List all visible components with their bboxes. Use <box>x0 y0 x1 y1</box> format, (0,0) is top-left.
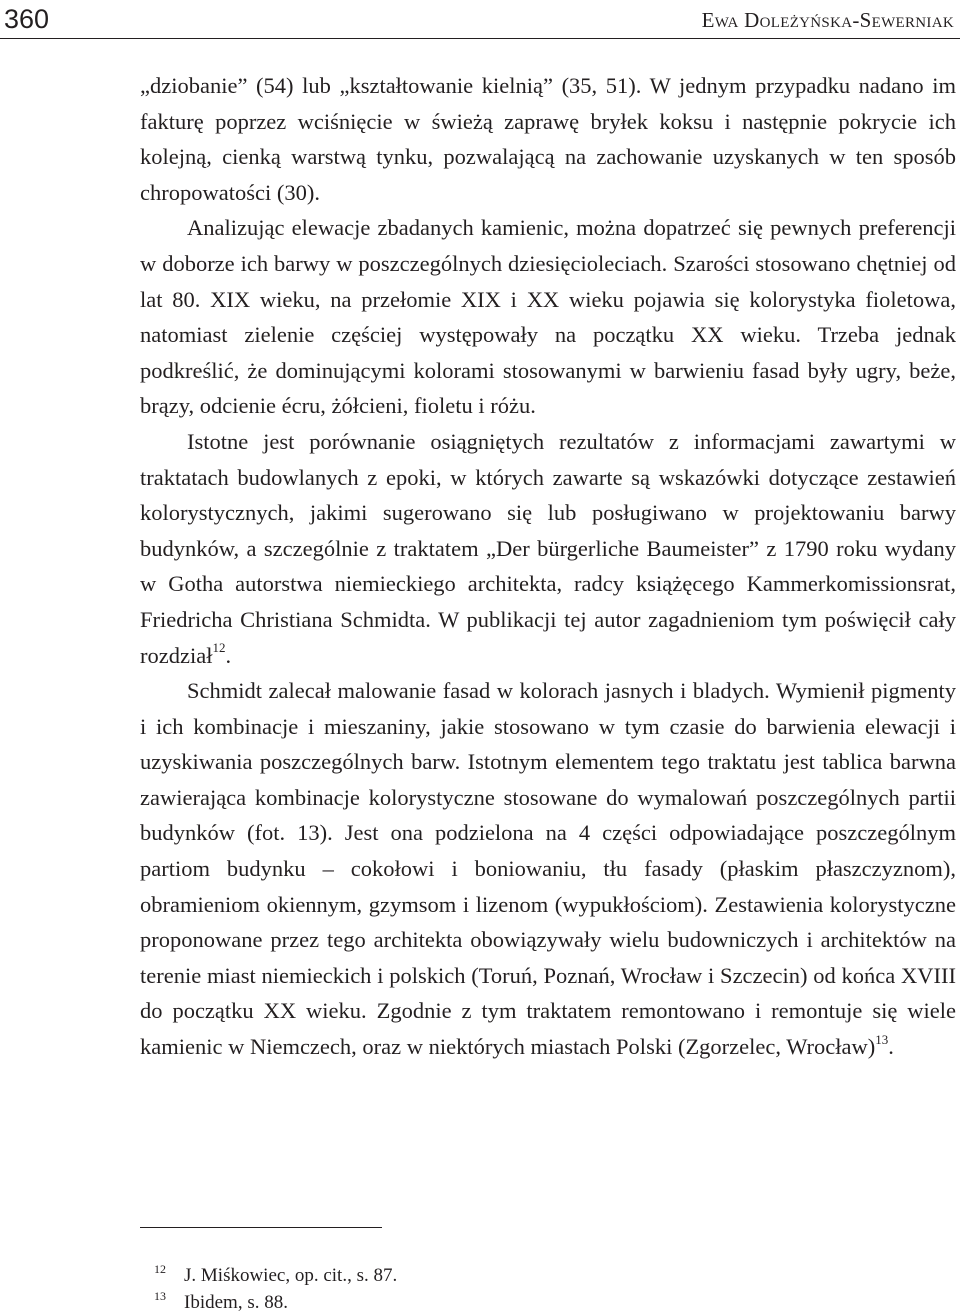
page-number: 360 <box>4 4 50 34</box>
footnote-rule <box>140 1227 382 1228</box>
footnote-12 <box>154 1262 854 1289</box>
footnote-ref-12[interactable]: 12 <box>212 640 226 655</box>
footnote-13 <box>154 1289 854 1316</box>
paragraph-2: Analizując elewacje zbadanych kamienic, można dopatrzeć się pewnych preferencji w doborze ich barwy w poszczególnych dziesięcioleciach. Szarości stosowano chętniej od lat 80. XIX wieku, na przełomie XIX i XX wieku pojawia się kolorystyka fioletowa, natomiast zielenie częściej występowały na początku XX wieku. Trzeba jednak podkreślić, że dominującymi kolorami stosowanymi w barwieniu fasad były ugry, beże, brązy, odcienie écru, żółcieni, fioletu i różu. <box>140 215 956 419</box>
footnote-number: 13 <box>154 1289 166 1303</box>
header-rule <box>0 38 960 39</box>
footnote-text: J. Miśkowiec, op. cit., s. 87. <box>184 1265 398 1286</box>
footnote-number: 12 <box>154 1262 166 1276</box>
paragraph-3 <box>140 424 956 673</box>
paragraph-3-end: . <box>225 642 232 668</box>
paragraph-1: „dziobanie” (54) lub „kształtowanie kielnią” (35, 51). W jednym przypadku nadano im fakturę poprzez wciśnięcie w świeżą zaprawę bryłek koksu i następnie pokrycie ich kolejną, cienką warstwą tynku, pozwalającą na zachowanie uzyskanych w ten sposób chropowatości (30). <box>140 73 956 205</box>
paragraph-4-text: Schmidt zalecał malowanie fasad w kolorach jasnych i bladych. Wymienił pigmenty i ich kombinacje i mieszaniny, jakie stosowano w tym czasie do barwienia elewacji i uzyskiwania poszczególnych barw. Istotnym elementem tego traktatu jest tablica barwna zawierająca kombinacje kolorystyczne stosowane do wymalowań poszczególnych partii budynków (fot. 13). Jest ona podzielona na 4 części odpowiadające poszczególnym partiom budynku – cokołowi i boniowaniu, tłu fasady (płaskim płaszczyznom), obramieniom okiennym, gzymsom i lizenom (wypukłościom). Zestawienia kolorystyczne proponowane przez tego architekta obowiązywały wielu budowniczych i architektów na terenie miast niemieckich i polskich (Toruń, Poznań, Wrocław i Szczecin) od końca XVIII do początku XX wieku. Zgodnie z tym traktatem remontowano i remontuje się wiele kamienic w Niemczech, oraz w niektórych miastach Polski (Zgorzelec, Wrocław) <box>140 678 956 1060</box>
body-text <box>140 68 956 1065</box>
footnotes <box>154 1262 854 1316</box>
paragraph-4-end: . <box>888 1034 894 1060</box>
paragraph-4 <box>140 673 956 1065</box>
footnote-ref-13[interactable]: 13 <box>875 1031 889 1047</box>
footnote-text: Ibidem, s. 88. <box>184 1292 288 1313</box>
running-head: Ewa Doleżyńska-Sewerniak <box>701 8 954 32</box>
paragraph-3-text: Istotne jest porównanie osiągniętych rezultatów z informacjami zawartymi w traktatach budowlanych z epoki, w których zawarte są wskazówki dotyczące zestawień kolorystycznych, jakimi sugerowano się lub posługiwano w projektowaniu barwy budynków, a szczególnie z traktatem „Der bürgerliche Baumeister” z 1790 roku wydany w Gotha autorstwa niemieckiego architekta, radcy książęcego Kammerkomissionsrat, Friedricha Christiana Schmidta. W publikacji tej autor zagadnieniom tym poświęcił cały rozdział <box>140 428 956 668</box>
